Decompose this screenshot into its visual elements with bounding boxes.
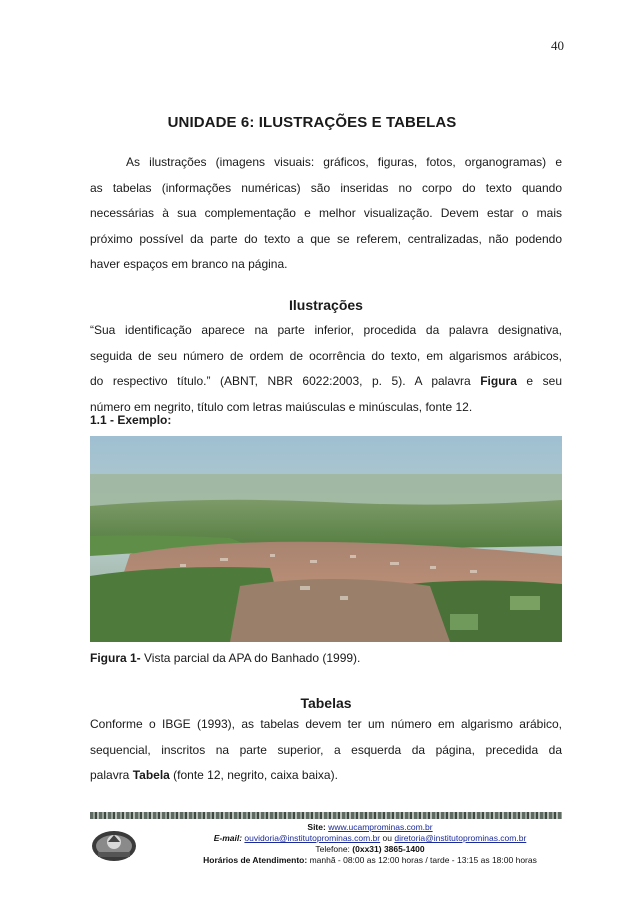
tabela-keyword: Tabela	[132, 768, 170, 782]
tables-line: sequencial, inscritos na parte superior, a esquerda da página, precedida da	[90, 742, 562, 757]
unit-title	[0, 114, 638, 131]
email-separator: ou	[382, 833, 392, 843]
phone-number: (0xx31) 3865-1400	[352, 844, 425, 854]
aerial-city-photo-image	[90, 436, 562, 642]
email-label: E-mail:	[213, 833, 243, 843]
illustrations-paragraph	[90, 318, 562, 420]
intro-paragraph	[90, 150, 562, 278]
tables-line-text: palavra	[90, 768, 133, 782]
logo-emblem	[90, 826, 138, 864]
email-link-diretoria[interactable]: diretoria@institutoprominas.com.br	[394, 833, 527, 843]
intro-line: as tabelas (informações numéricas) são inseridas no corpo do texto quando	[90, 180, 562, 195]
illustrations-heading: Ilustrações	[289, 297, 363, 313]
figura-keyword: Figura	[480, 374, 517, 388]
footer-site-line	[150, 822, 590, 833]
intro-line: necessárias à sua complementação e melhor visualização. Devem estar o mais	[90, 206, 562, 220]
figure-caption	[90, 651, 360, 665]
hours-text: manhã - 08:00 as 12:00 horas / tarde - 13:15 as 18:00 horas	[309, 855, 537, 865]
tables-line	[90, 763, 562, 789]
unit-title-text: UNIDADE 6: ILUSTRAÇÕES E TABELAS	[167, 114, 457, 131]
figure-caption-label: Figura 1-	[90, 651, 141, 665]
illustrations-line-text: e seu	[516, 374, 562, 388]
illustrations-line	[90, 369, 562, 395]
illustrations-line-text: do respectivo título.” (ABNT, NBR 6022:2003, p. 5). A palavra	[90, 374, 481, 388]
footer-contact	[150, 822, 590, 866]
intro-line: haver espaços em branco na página.	[90, 257, 288, 271]
page-number: 40	[551, 38, 564, 53]
footer-email-line	[150, 833, 590, 844]
example-label: 1.1 - Exemplo:	[90, 413, 172, 427]
tables-line: Conforme o IBGE (1993), as tabelas devem ter um número em algarismo arábico,	[90, 717, 562, 731]
site-link[interactable]: www.ucamprominas.com.br	[328, 822, 433, 832]
illustrations-line: seguida de seu número de ordem de ocorrência do texto, em algarismos arábicos,	[90, 348, 562, 363]
footer-hours-line	[150, 855, 590, 866]
footer-phone-line	[150, 844, 590, 855]
email-link-ouvidoria[interactable]: ouvidoria@institutoprominas.com.br	[244, 833, 381, 843]
illustrations-line: número em negrito, título com letras maiúsculas e minúsculas, fonte 12.	[90, 399, 473, 414]
tables-heading: Tabelas	[300, 695, 352, 711]
intro-line: As ilustrações (imagens visuais: gráficos, figuras, fotos, organogramas) e	[126, 155, 562, 169]
illustrations-line: “Sua identificação aparece na parte inferior, procedida da palavra designativa,	[90, 323, 562, 337]
site-label: Site:	[307, 822, 326, 832]
institution-logo	[90, 826, 138, 864]
tables-paragraph	[90, 712, 562, 789]
tables-line-text: (fonte 12, negrito, caixa baixa).	[169, 768, 338, 782]
footer-divider	[90, 812, 562, 819]
hours-label: Horários de Atendimento:	[203, 855, 308, 865]
intro-line: próximo possível da parte do texto a que se referem, centralizadas, não podendo	[90, 231, 562, 246]
phone-label: Telefone:	[315, 844, 350, 854]
aerial-city-photo	[90, 436, 562, 642]
figure-caption-text: Vista parcial da APA do Banhado (1999).	[140, 651, 361, 665]
